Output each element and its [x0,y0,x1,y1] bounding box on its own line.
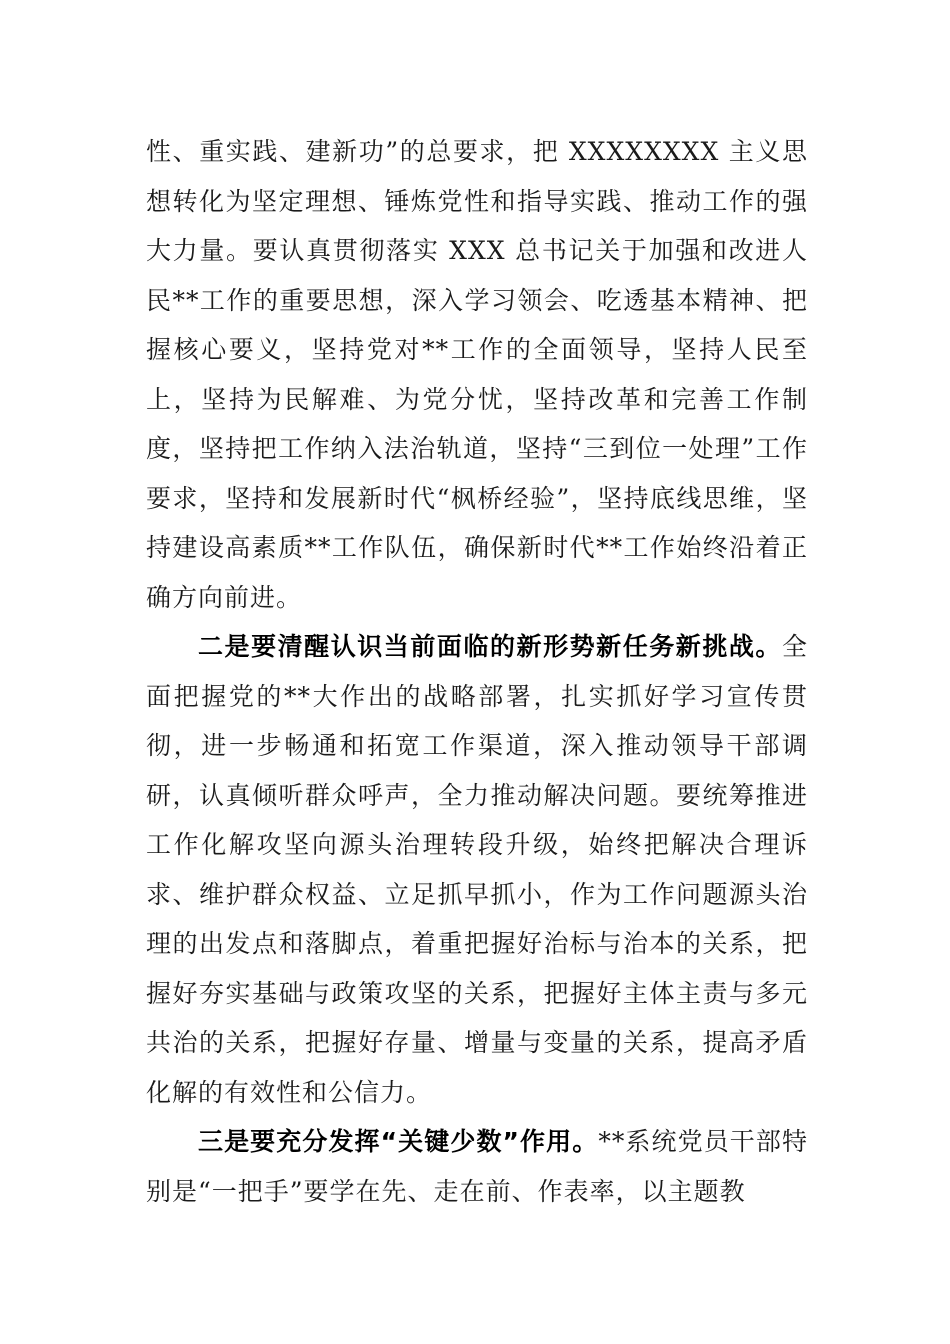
paragraph-lead-heading: 二是要清醒认识当前面临的新形势新任务新挑战。 [198,632,782,661]
paragraph-text: 性、重实践、建新功”的总要求，把 XXXXXXXX 主义思想转化为坚定理想、锤炼党性和指导实践、推动工作的强大力量。要认真贯彻落实 XXX 总书记关于加强和改进人民**工作的重要思想，深入学习领会、吃透基本精神、把握核心要义，坚持党对**工作的全面领导，坚持人民至上，坚持为民解难、为党分忧，坚持改革和完善工作制度，坚持把工作纳入法治轨道，坚持“三到位一处理”工作要求，坚持和发展新时代“枫桥经验”，坚持底线思维，坚持建设高素质**工作队伍，确保新时代**工作始终沿着正确方向前进。 [146,137,808,612]
paragraph-point-two [146,622,808,1117]
paragraph-point-three [146,1117,808,1216]
paragraph-text: 全面把握党的**大作出的战略部署，扎实抓好学习宣传贯彻，进一步畅通和拓宽工作渠道，深入推动领导干部调研，认真倾听群众呼声，全力推动解决问题。要统筹推进工作化解攻坚向源头治理转段升级，始终把解决合理诉求、维护群众权益、立足抓早抓小，作为工作问题源头治理的出发点和落脚点，着重把握好治标与治本的关系，把握好夯实基础与政策攻坚的关系，把握好主体主责与多元共治的关系，把握好存量、增量与变量的关系，提高矛盾化解的有效性和公信力。 [146,632,808,1107]
document-body [146,127,808,1216]
paragraph-text: **系统党员干部特别是“一把手”要学在先、走在前、作表率，以主题教 [146,1127,808,1206]
paragraph-lead-heading: 三是要充分发挥“关键少数”作用。 [198,1127,599,1156]
paragraph-continuation [146,127,808,622]
